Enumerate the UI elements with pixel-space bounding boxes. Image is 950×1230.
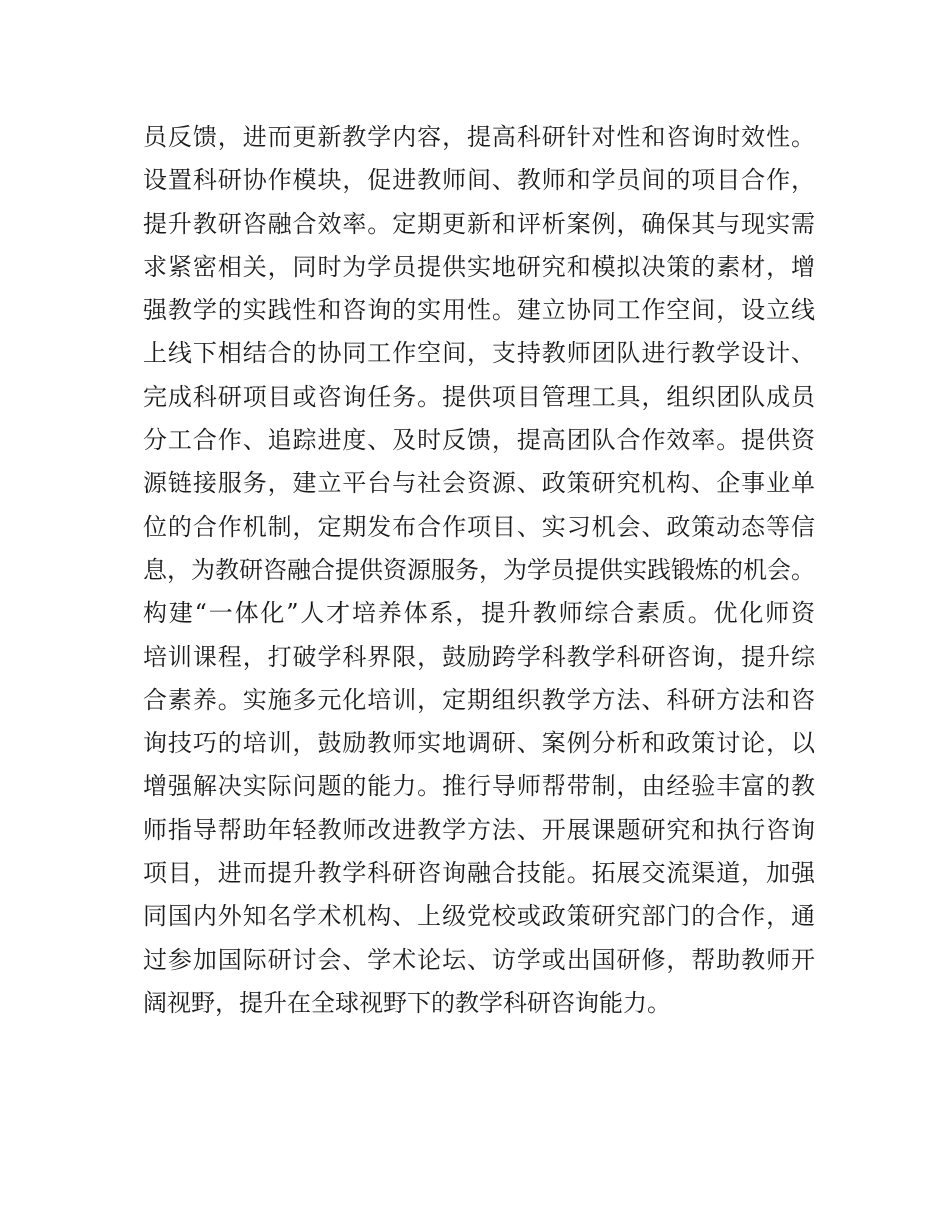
text-line: 师指导帮助年轻教师改进教学方法、开展课题研究和执行咨询 [143, 815, 815, 844]
text-line: 上线下相结合的协同工作空间，支持教师团队进行教学设计、 [143, 339, 815, 368]
text-line: 阔视野，提升在全球视野下的教学科研咨询能力。 [143, 988, 671, 1017]
text-line: 强教学的实践性和咨询的实用性。建立协同工作空间，设立线 [143, 296, 815, 325]
text-line: 增强解决实际问题的能力。推行导师帮带制，由经验丰富的教 [143, 772, 815, 801]
text-line: 同国内外知名学术机构、上级党校或政策研究部门的合作，通 [143, 902, 815, 931]
text-line: 求紧密相关，同时为学员提供实地研究和模拟决策的素材，增 [143, 252, 815, 281]
text-line: 完成科研项目或咨询任务。提供项目管理工具，组织团队成员 [143, 382, 815, 411]
text-line: 设置科研协作模块，促进教师间、教师和学员间的项目合作， [143, 166, 815, 195]
text-line: 构建“一体化”人才培养体系，提升教师综合素质。优化师资 [143, 599, 815, 628]
text-line: 源链接服务，建立平台与社会资源、政策研究机构、企事业单 [143, 469, 815, 498]
text-line: 合素养。实施多元化培训，定期组织教学方法、科研方法和咨 [143, 685, 815, 714]
text-line: 询技巧的培训，鼓励教师实地调研、案例分析和政策讨论，以 [143, 729, 815, 758]
text-line: 息，为教研咨融合提供资源服务，为学员提供实践锻炼的机会。 [143, 555, 815, 584]
text-line: 提升教研咨融合效率。定期更新和评析案例，确保其与现实需 [143, 209, 815, 238]
text-line: 分工合作、追踪进度、及时反馈，提高团队合作效率。提供资 [143, 426, 815, 455]
text-line: 培训课程，打破学科界限，鼓励跨学科教学科研咨询，提升综 [143, 642, 815, 671]
text-line: 过参加国际研讨会、学术论坛、访学或出国研修，帮助教师开 [143, 945, 815, 974]
text-line: 项目，进而提升教学科研咨询融合技能。拓展交流渠道，加强 [143, 859, 815, 888]
body-text [143, 116, 815, 1025]
text-line: 员反馈，进而更新教学内容，提高科研针对性和咨询时效性。 [143, 123, 815, 151]
text-line: 位的合作机制，定期发布合作项目、实习机会、政策动态等信 [143, 512, 815, 541]
